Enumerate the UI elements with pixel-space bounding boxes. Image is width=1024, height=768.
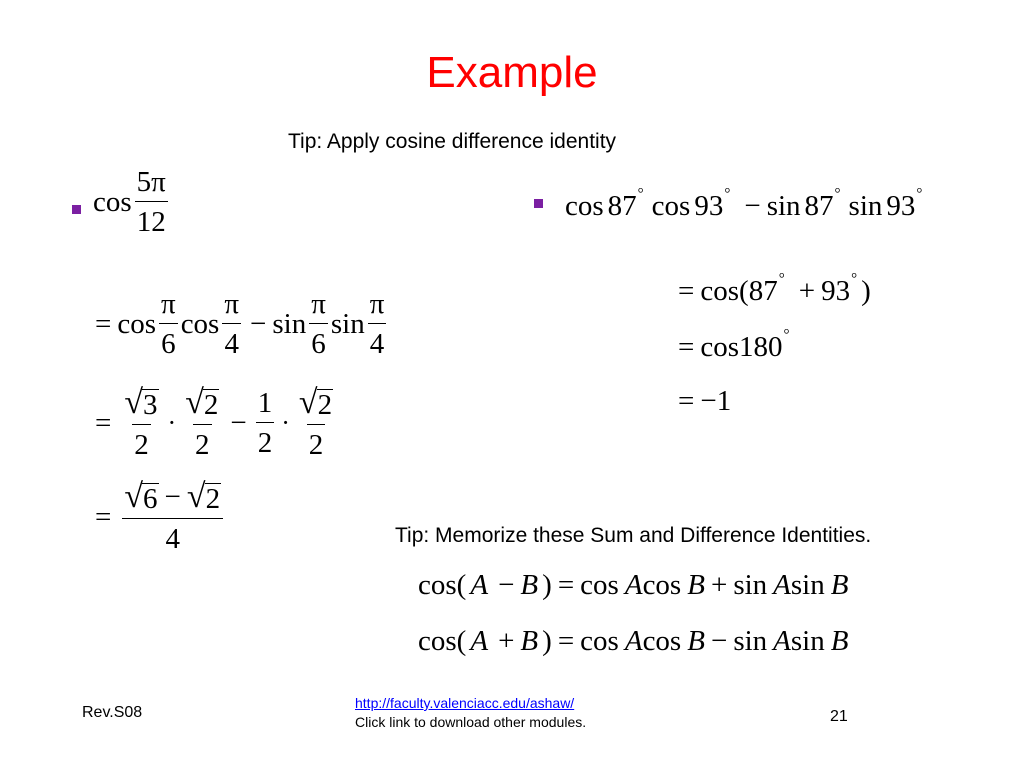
page-number: 21 [830,708,848,725]
minus-sign: − [710,625,728,657]
equals-sign: = [557,625,575,657]
identity-cos-sum [418,627,848,656]
cos-fn: cos [565,190,604,222]
angle-180: 180 [739,331,783,363]
cos-fn: cos [117,308,157,340]
cos-fn: cos [580,625,619,657]
fraction-pi-6 [159,290,178,359]
degree-symbol: ° [916,186,923,202]
bullet-icon [72,205,81,214]
denominator: 2 [256,422,275,458]
degree-symbol: ° [834,186,841,202]
equals-sign: = [678,275,695,307]
sqrt-3 [122,386,160,424]
equals-sign: = [557,569,575,601]
radicand: 3 [143,388,158,421]
footer-link[interactable]: http://faculty.valenciacc.edu/ashaw/ [355,695,575,711]
var-b: B [687,625,705,657]
var-b: B [520,625,539,657]
sqrt-2 [187,480,221,514]
denominator: 4 [222,323,241,359]
radicand: 2 [317,388,333,421]
sin-fn: sin [790,569,825,601]
left-paren: ( [456,625,467,657]
minus-sign: − [164,480,181,513]
right-paren: ) [861,275,871,307]
minus-sign: − [230,406,247,439]
minus-sign: − [250,308,267,340]
fraction-sqrt2-2 [297,386,335,460]
minus-sign: − [498,569,515,601]
var-b: B [520,569,539,601]
numerator: π [161,288,176,320]
footer-revision: Rev.S08 [82,704,143,721]
bullet-icon [534,199,543,208]
numerator: 1 [257,386,273,419]
denominator: 2 [307,424,326,460]
plus-sign: + [710,569,728,601]
fraction-sqrt3-2 [122,386,160,460]
footer-note: Click link to download other modules. [355,714,587,730]
fraction-5pi-12 [135,168,168,237]
numerator: π [369,288,385,320]
cos-fn: cos [642,625,682,657]
denominator: 2 [132,424,151,460]
angle-93: 93 [694,190,724,222]
denominator: 12 [135,201,168,237]
var-a: A [773,569,791,601]
sin-fn: sin [790,625,825,657]
sin-fn: sin [330,308,365,340]
dot-operator: · [281,408,290,437]
var-b: B [830,569,849,601]
sqrt-2 [297,386,335,424]
cos-fn: cos [700,331,740,363]
denominator: 2 [193,424,212,460]
slide-title: Example [426,48,598,97]
sqrt-6 [124,480,158,514]
radical-icon: √ [185,384,204,421]
var-a: A [624,569,643,601]
left-step-2 [95,386,338,460]
cos-fn: cos [700,275,740,307]
angle-87: 87 [607,190,637,222]
left-step-1 [95,290,389,359]
identity-cos-difference [418,571,848,600]
radicand: 2 [205,482,221,515]
denominator: 4 [122,518,223,554]
sin-fn: sin [733,569,768,601]
numerator: π [311,288,326,320]
left-paren: ( [739,275,749,307]
angle-87: 87 [804,190,834,222]
plus-sign: + [798,275,816,307]
cos-fn: cos [180,308,220,340]
angle-93: 93 [886,190,916,222]
left-problem [72,168,171,237]
equals-sign: = [678,331,695,363]
right-problem [534,186,923,222]
sin-fn: sin [766,190,801,222]
right-paren: ) [542,569,552,601]
tip-apply-identity: Tip: Apply cosine difference identity [288,130,617,153]
result-value: −1 [700,385,732,417]
sin-fn: sin [733,625,768,657]
degree-symbol: ° [851,271,858,287]
denominator: 6 [159,323,178,359]
equals-sign: = [95,406,112,439]
angle-87: 87 [748,275,778,307]
denominator: 4 [368,323,387,359]
numerator: π [224,288,240,320]
cos-fn: cos [651,190,691,222]
fraction-pi-4 [368,290,387,359]
radical-icon: √ [298,384,318,421]
footer-center [355,694,586,732]
tip-memorize-identities: Tip: Memorize these Sum and Difference Identities. [395,524,872,547]
equals-sign: = [95,308,112,340]
radicand: 2 [203,388,219,421]
degree-symbol: ° [783,327,790,343]
var-a: A [470,569,489,601]
cos-fn: cos [418,625,457,657]
numerator [122,480,223,518]
right-step-3 [678,387,731,416]
var-b: B [830,625,849,657]
right-step-1 [678,271,871,307]
degree-symbol: ° [637,186,644,202]
cos-fn: cos [642,569,682,601]
left-paren: ( [456,569,467,601]
equals-sign: = [95,500,112,533]
fraction-sqrt2-2 [183,386,221,460]
right-step-2 [678,327,790,363]
var-a: A [773,625,791,657]
radical-icon: √ [124,478,144,515]
cos-fn: cos [93,186,132,218]
fraction-result [122,480,223,554]
angle-93: 93 [821,275,851,307]
dot-operator: · [167,408,177,437]
var-a: A [624,625,643,657]
radical-icon: √ [124,384,144,421]
fraction-pi-6 [309,290,328,359]
var-a: A [470,625,489,657]
fraction-1-2 [256,386,275,459]
sqrt-2 [183,386,221,424]
degree-symbol: ° [778,271,785,287]
plus-sign: + [498,625,515,657]
var-b: B [687,569,705,601]
minus-sign: − [744,190,761,222]
fraction-pi-4 [222,290,241,359]
cos-fn: cos [580,569,619,601]
sin-fn: sin [272,308,307,340]
numerator: 5π [136,166,166,198]
sin-fn: sin [848,190,883,222]
left-step-3 [95,480,226,554]
cos-fn: cos [418,569,457,601]
right-paren: ) [542,625,552,657]
equals-sign: = [678,385,695,417]
radicand: 6 [143,482,158,515]
radical-icon: √ [186,478,206,515]
denominator: 6 [309,323,328,359]
degree-symbol: ° [724,186,731,202]
